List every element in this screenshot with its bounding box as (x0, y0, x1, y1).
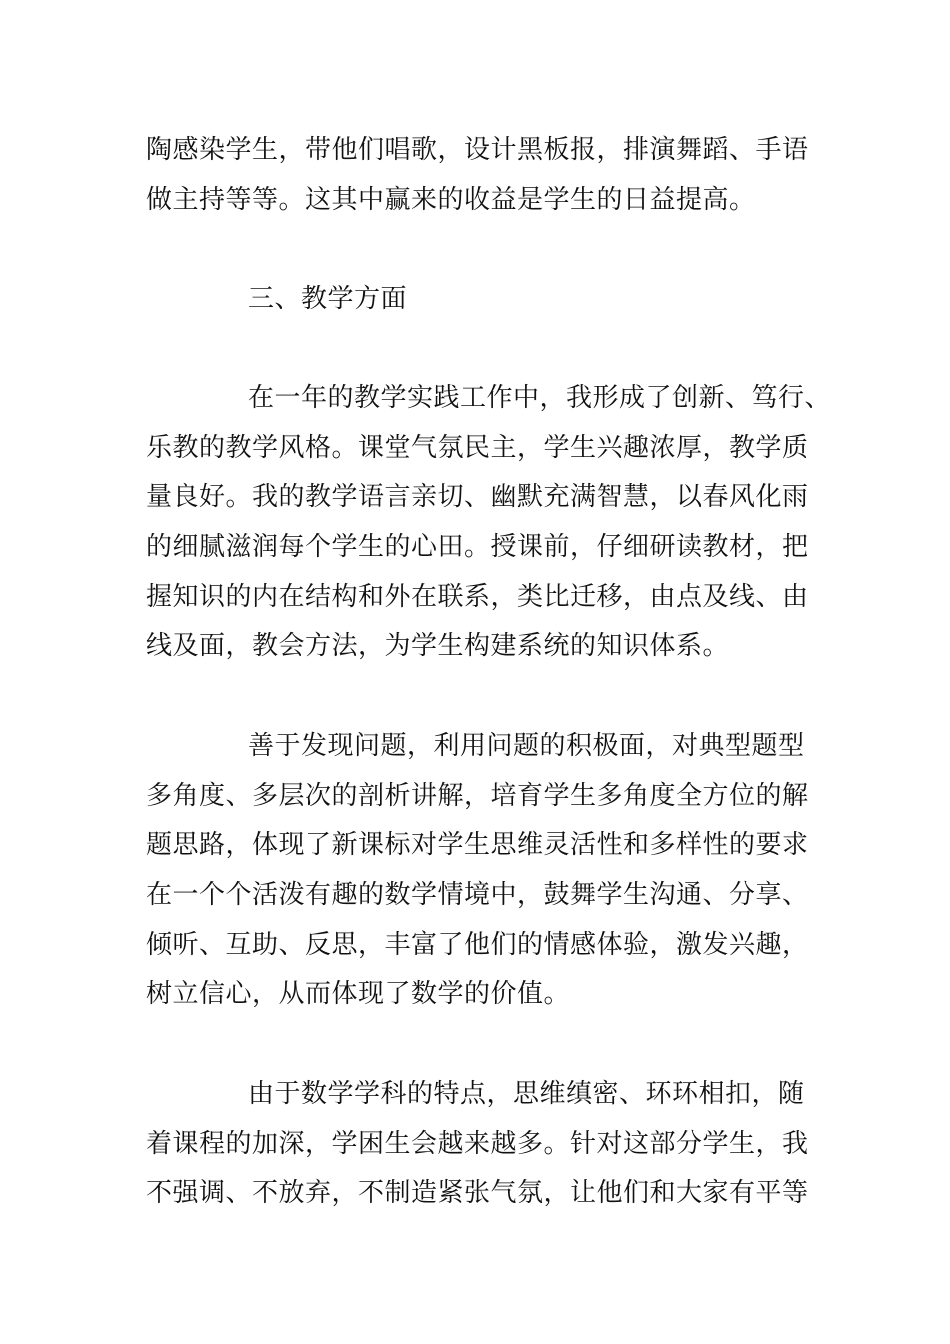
paragraph-4-line-2: 着课程的加深，学困生会越来越多。针对这部分学生，我 (146, 1129, 809, 1159)
paragraph-4-line-1: 由于数学学科的特点，思维缜密、环环相扣，随 (248, 1079, 805, 1109)
paragraph-2-line-4: 的细腻滋润每个学生的心田。授课前，仔细研读教材，把 (146, 532, 809, 562)
paragraph-1-line-2: 做主持等等。这其中赢来的收益是学生的日益提高。 (146, 185, 756, 215)
paragraph-2-line-6: 线及面，教会方法，为学生构建系统的知识体系。 (146, 631, 730, 661)
paragraph-2-line-1: 在一年的教学实践工作中，我形成了创新、笃行、 (248, 383, 832, 413)
section-heading: 三、教学方面 (248, 284, 408, 314)
paragraph-3-line-3: 题思路，体现了新课标对学生思维灵活性和多样性的要求 (146, 830, 809, 860)
paragraph-4-line-3: 不强调、不放弃，不制造紧张气氛，让他们和大家有平等 (146, 1178, 809, 1208)
paragraph-3-line-4: 在一个个活泼有趣的数学情境中，鼓舞学生沟通、分享、 (146, 880, 809, 910)
paragraph-2-line-5: 握知识的内在结构和外在联系，类比迁移，由点及线、由 (146, 582, 809, 612)
paragraph-3-line-2: 多角度、多层次的剖析讲解，培育学生多角度全方位的解 (146, 781, 809, 811)
paragraph-1-line-1: 陶感染学生，带他们唱歌，设计黑板报，排演舞蹈、手语 (146, 135, 809, 165)
paragraph-3-line-6: 树立信心，从而体现了数学的价值。 (146, 979, 571, 1009)
paragraph-3-line-5: 倾听、互助、反思，丰富了他们的情感体验，激发兴趣， (146, 930, 809, 960)
paragraph-2-line-2: 乐教的教学风格。课堂气氛民主，学生兴趣浓厚，教学质 (146, 433, 809, 463)
paragraph-2-line-3: 量良好。我的教学语言亲切、幽默充满智慧，以春风化雨 (146, 482, 809, 512)
paragraph-3-line-1: 善于发现问题，利用问题的积极面，对典型题型 (248, 731, 805, 761)
